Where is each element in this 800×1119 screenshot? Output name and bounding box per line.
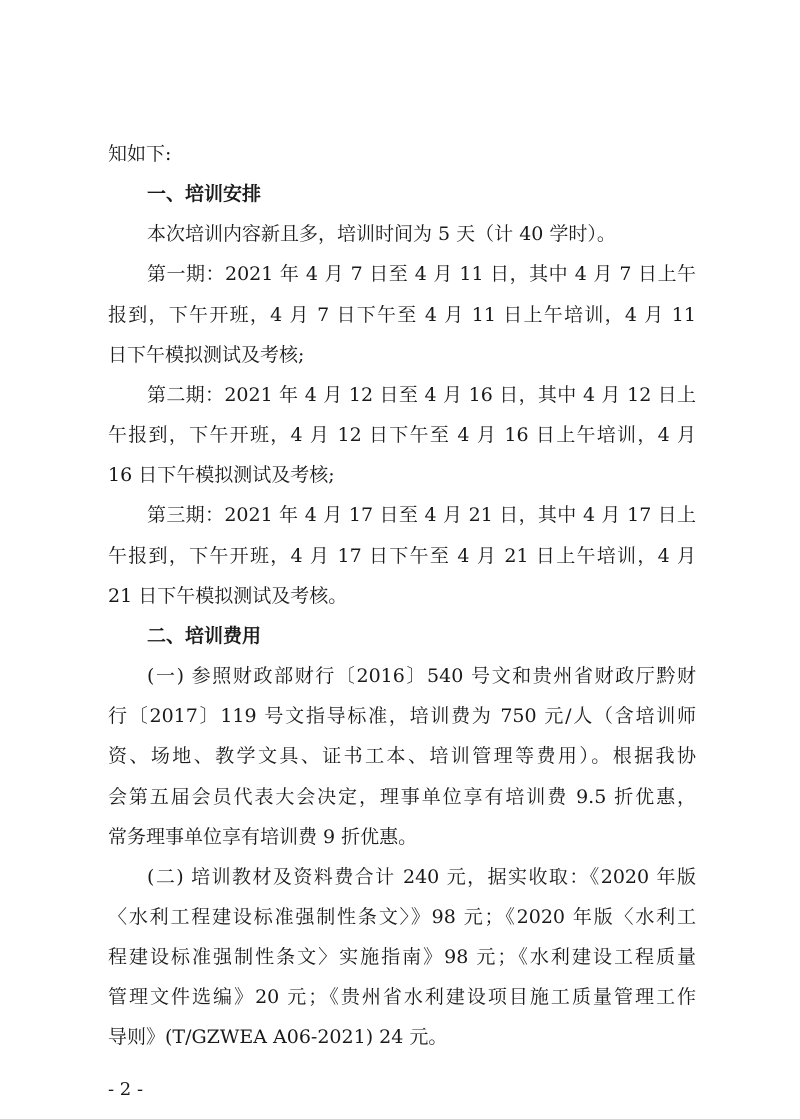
session-one-line-1: 第一期：2021 年 4 月 7 日至 4 月 11 日，其中 4 月 7 日上午 [147, 263, 696, 285]
session-three-line-2: 午报到，下午开班，4 月 17 日下午至 4 月 21 日上午培训，4 月 [108, 545, 696, 567]
session-two-line-2: 午报到，下午开班，4 月 12 日下午至 4 月 16 日上午培训，4 月 [108, 424, 696, 446]
section-heading-training-arrangement: 一、培训安排 [147, 183, 262, 205]
fee-paragraph-one-line-1: (一) 参照财政部财行〔2016〕540 号文和贵州省财政厅黔财 [147, 665, 696, 687]
section-heading-training-fees: 二、培训费用 [147, 625, 262, 647]
session-three-line-3: 21 日下午模拟测试及考核。 [108, 585, 348, 607]
page-number: - 2 - [108, 1079, 144, 1100]
fee-paragraph-two-line-5: 导则》(T/GZWEA A06-2021) 24 元。 [108, 1026, 448, 1048]
session-two-line-1: 第二期：2021 年 4 月 12 日至 4 月 16 日，其中 4 月 12 日上 [147, 384, 696, 406]
session-three-line-1: 第三期：2021 年 4 月 17 日至 4 月 21 日，其中 4 月 17 日上 [147, 504, 696, 526]
fee-paragraph-one-line-5: 常务理事单位享有培训费 9 折优惠。 [108, 826, 418, 848]
fee-paragraph-two-line-4: 管理文件选编》20 元；《贵州省水利建设项目施工质量管理工作 [108, 986, 696, 1008]
fee-paragraph-one-line-3: 资、场地、教学文具、证书工本、培训管理等费用）。根据我协 [108, 745, 696, 767]
fee-paragraph-two-line-2: 〈水利工程建设标准强制性条文〉》98 元；《2020 年版〈水利工 [108, 906, 696, 928]
session-two-line-3: 16 日下午模拟测试及考核; [108, 464, 335, 486]
continuation-line: 知如下: [108, 143, 172, 165]
fee-paragraph-one-line-2: 行〔2017〕119 号文指导标准，培训费为 750 元/人（含培训师 [108, 705, 696, 727]
session-one-line-2: 报到，下午开班，4 月 7 日下午至 4 月 11 日上午培训，4 月 11 [108, 304, 696, 326]
fee-paragraph-two-line-3: 程建设标准强制性条文〉实施指南》98 元；《水利建设工程质量 [108, 946, 696, 968]
training-duration-paragraph: 本次培训内容新且多，培训时间为 5 天（计 40 学时）。 [147, 223, 616, 245]
fee-paragraph-one-line-4: 会第五届会员代表大会决定，理事单位享有培训费 9.5 折优惠， [108, 786, 696, 808]
session-one-line-3: 日下午模拟测试及考核; [108, 344, 305, 366]
fee-paragraph-two-line-1: (二) 培训教材及资料费合计 240 元，据实收取：《2020 年版 [147, 866, 696, 888]
